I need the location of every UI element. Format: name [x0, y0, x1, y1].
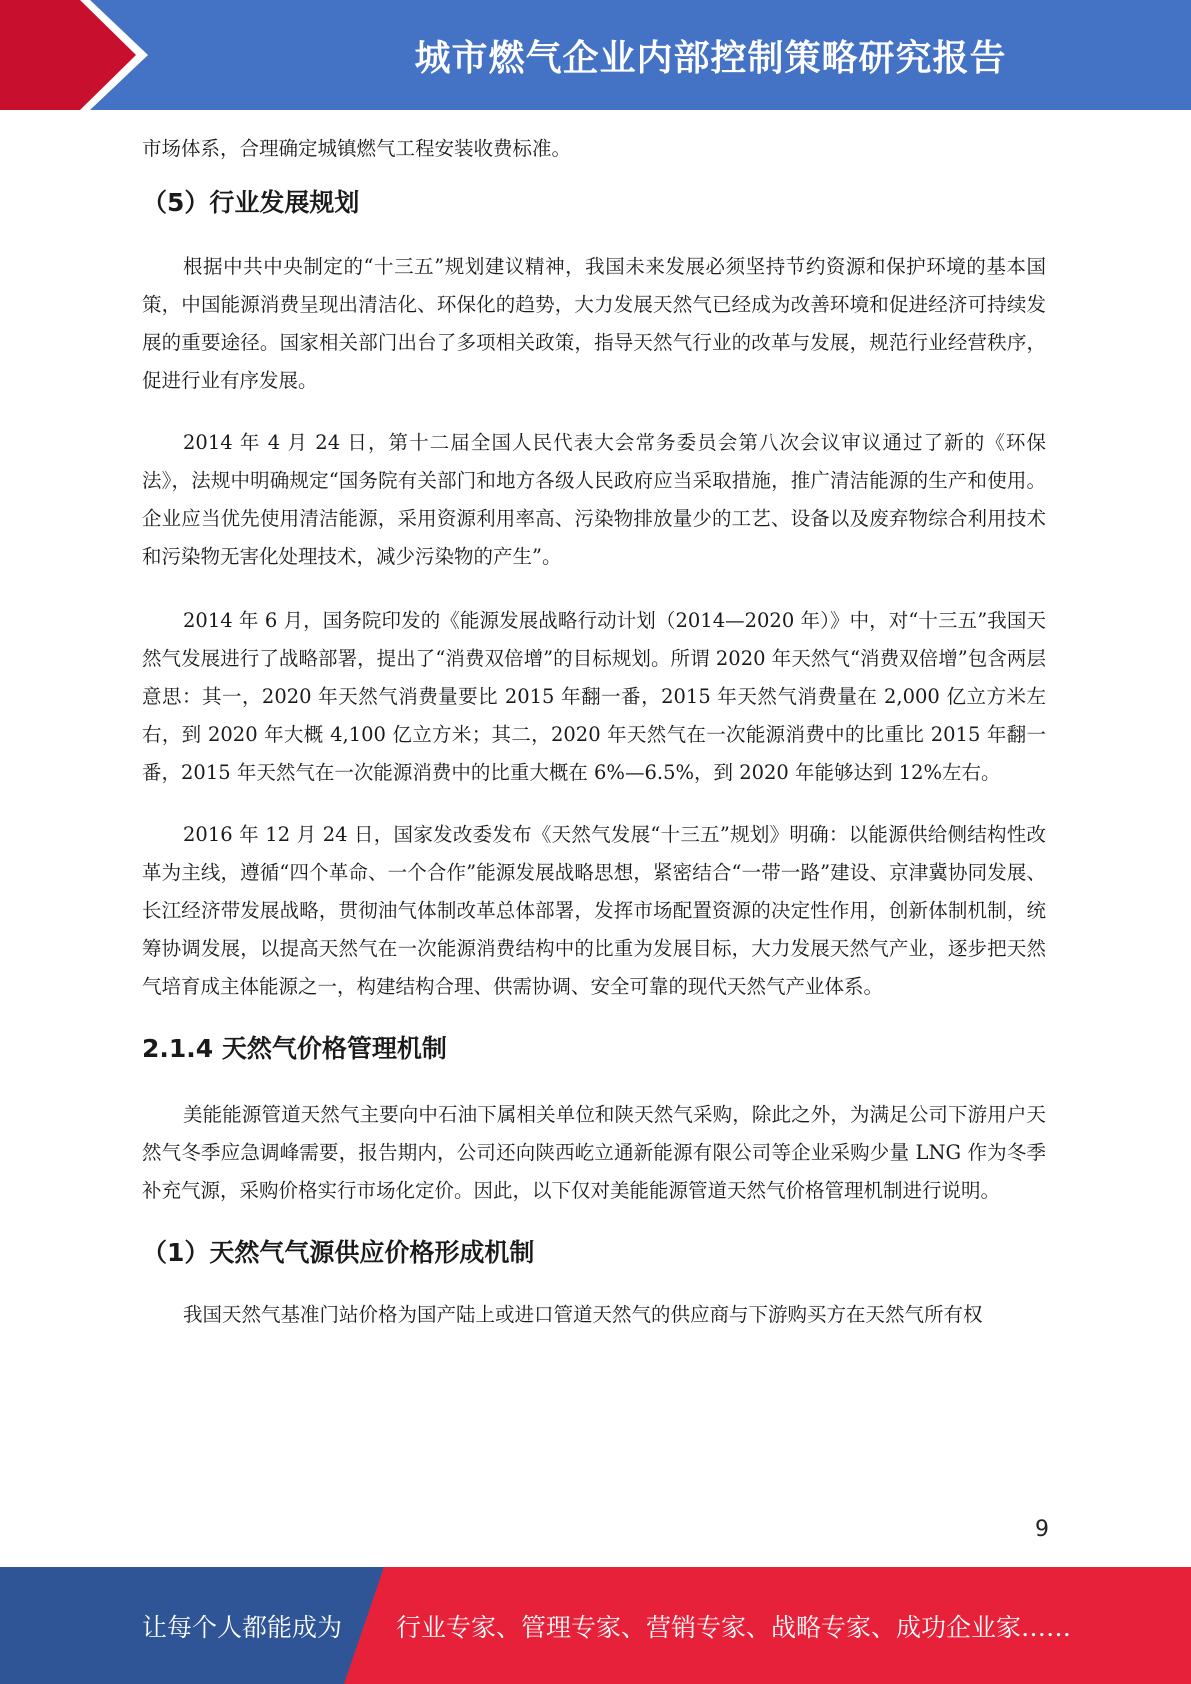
- page-number: 9: [1035, 1517, 1049, 1542]
- subheading-industry-plan: （5）行业发展规划: [142, 188, 360, 217]
- paragraph-meineng-supply: 美能能源管道天然气主要向中石油下属相关单位和陕天然气采购，除此之外，为满足公司下游用户天然气冬季应急调峰需要，报告期内，公司还向陕西屹立通新能源有限公司等企业采购少量 LNG 作为冬季补充气源，采购价格实行市场化定价。因此，以下仅对美能能源管道天然气价格管理机制进行说明。: [142, 1103, 1046, 1202]
- chevron-icon: [0, 0, 160, 110]
- document-body: [142, 130, 1046, 1334]
- paragraph-gate-station-price: 我国天然气基准门站价格为国产陆上或进口管道天然气的供应商与下游购买方在天然气所有权: [183, 1303, 983, 1326]
- subheading-supply-price: （1）天然气气源供应价格形成机制: [142, 1238, 535, 1267]
- footer-slogan-left: 让每个人都能成为: [142, 1612, 343, 1642]
- paragraph-13th-five-year: 根据中共中央制定的“十三五”规划建议精神，我国未来发展必须坚持节约资源和保护环境的基本国策，中国能源消费呈现出清洁化、环保化的趋势，大力发展天然气已经成为改善环境和促进经济可持续发展的重要途径。国家相关部门出台了多项相关政策，指导天然气行业的改革与发展，规范行业经营秩序，促进行业有序发展。: [142, 255, 1046, 392]
- paragraph-gas-plan: 2016 年 12 月 24 日，国家发改委发布《天然气发展“十三五”规划》明确：以能源供给侧结构性改革为主线，遵循“四个革命、一个合作”能源发展战略思想，紧密结合“一带一路”建设、京津冀协同发展、长江经济带发展战略，贯彻油气体制改革总体部署，发挥市场配置资源的决定性作用，创新体制机制，统筹协调发展，以提高天然气在一次能源消费结构中的比重为发展目标，大力发展天然气产业，逐步把天然气培育成主体能源之一，构建结构合理、供需协调、安全可靠的现代天然气产业体系。: [142, 823, 1046, 998]
- footer-slogan-right: 行业专家、管理专家、营销专家、战略专家、成功企业家……: [396, 1612, 1072, 1642]
- paragraph-energy-strategy: 2014 年 6 月，国务院印发的《能源发展战略行动计划（2014—2020 年）》中，对“十三五”我国天然气发展进行了战略部署，提出了“消费双倍增”的目标规划。所谓 2020 年天然气“消费双倍增”包含两层意思：其一，2020 年天然气消费量要比 2015 年翻一番，2015 年天然气消费量在 2,000 亿立方米左右，到 2020 年大概 4,100 亿立方米；其二，2020 年天然气在一次能源消费中的比重比 2015 年翻一番，2015 年天然气在一次能源消费中的比重大概在 6%—6.5%，到 2020 年能够达到 12%左右。: [142, 609, 1046, 784]
- paragraph-environmental-law: 2014 年 4 月 24 日，第十二届全国人民代表大会常务委员会第八次会议审议通过了新的《环保法》，法规中明确规定“国务院有关部门和地方各级人民政府应当采取措施，推广清洁能源的生产和使用。企业应当优先使用清洁能源，采用资源利用率高、污染物排放量少的工艺、设备以及废弃物综合利用技术和污染物无害化处理技术，减少污染物的产生”。: [142, 431, 1046, 568]
- report-title: 城市燃气企业内部控制策略研究报告: [414, 37, 1007, 79]
- page-header: [0, 0, 1191, 110]
- section-heading-price-mechanism: 2.1.4 天然气价格管理机制: [142, 1034, 447, 1063]
- paragraph-continued: 市场体系，合理确定城镇燃气工程安装收费标准。: [142, 137, 572, 160]
- page-footer: [0, 1567, 1191, 1684]
